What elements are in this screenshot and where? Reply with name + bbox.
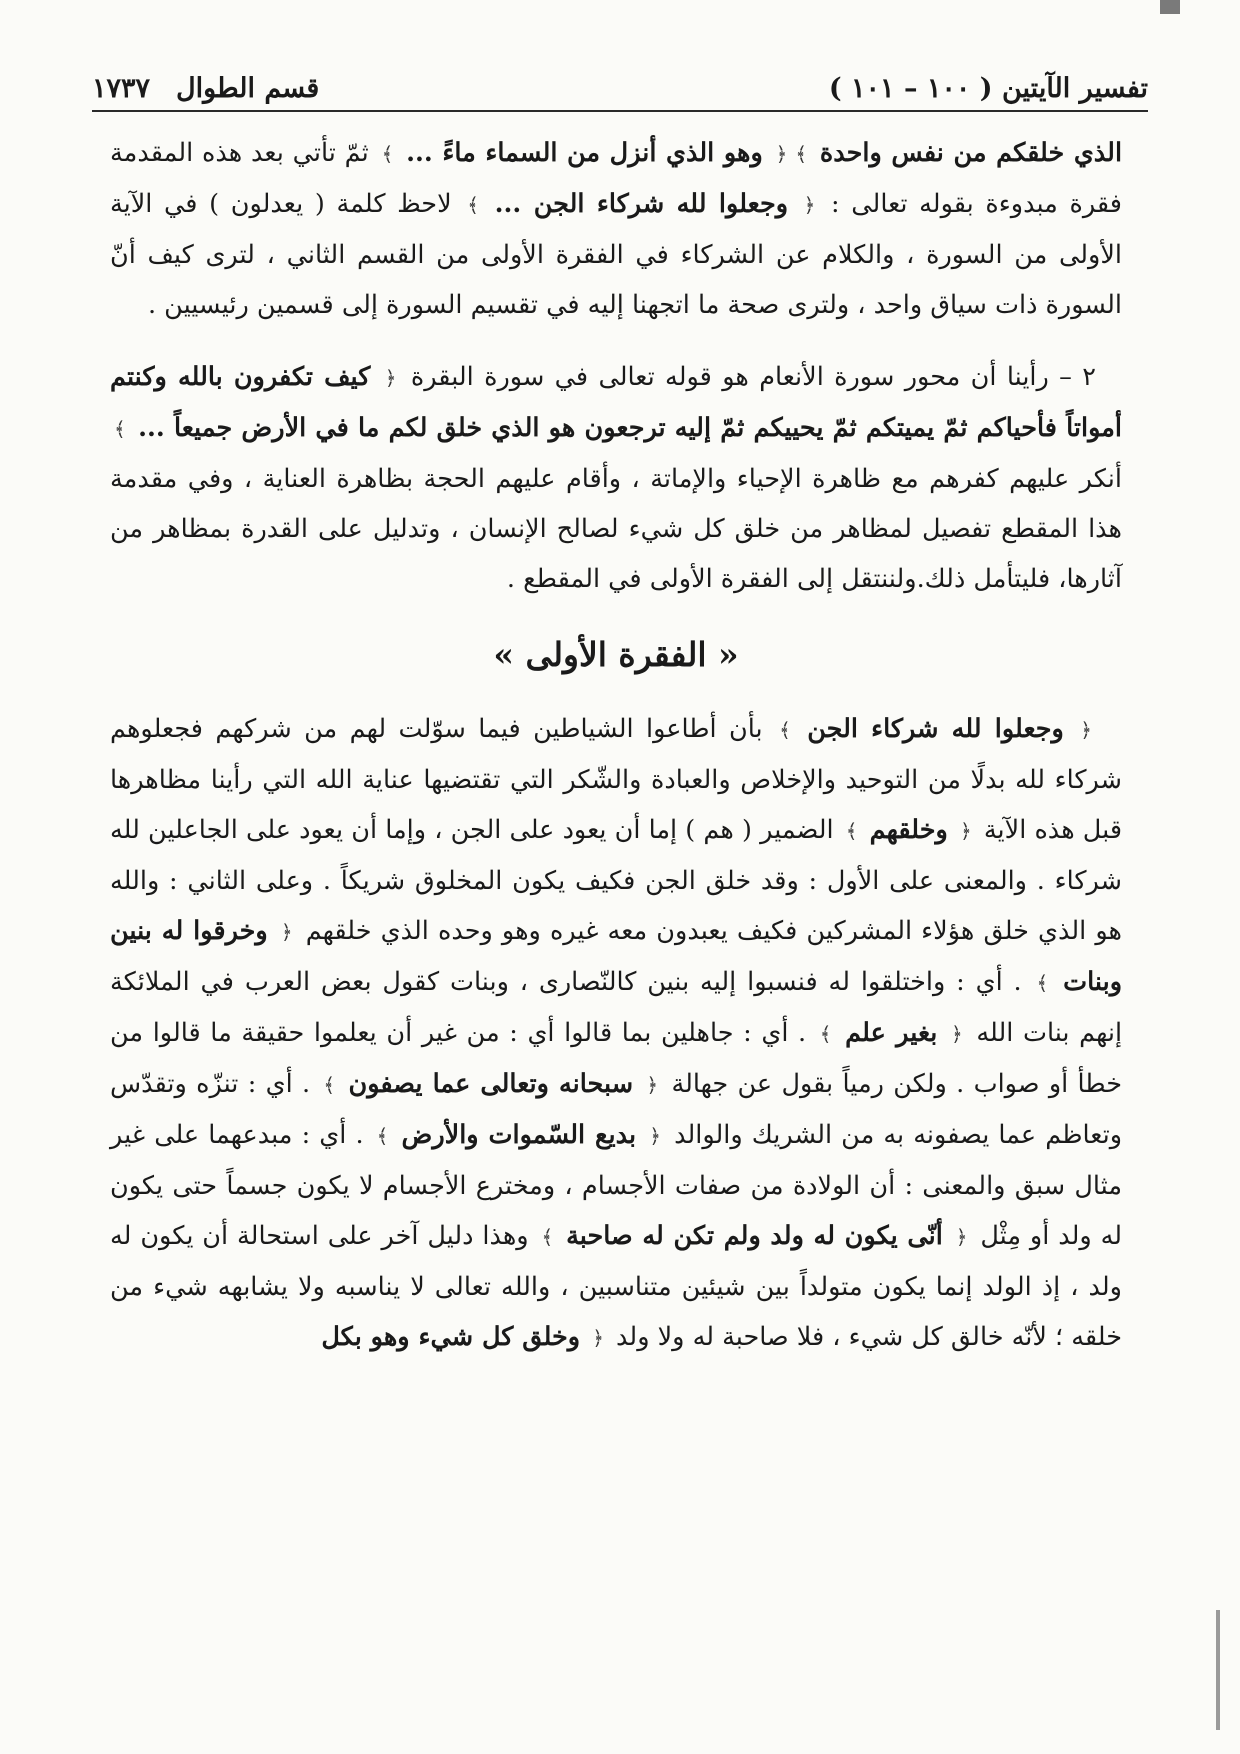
body-text: ٢ – رأينا أن محور سورة الأنعام هو قوله تعالى في سورة البقرة xyxy=(410,362,1096,392)
paragraph xyxy=(110,352,1122,604)
body-text: . أي : واختلقوا له فنسبوا إليه بنين كالنّصارى ، وبنات كقول بعض العرب في الملائكة إنهم بنات الله xyxy=(110,967,1123,1048)
scan-edge-mark xyxy=(1216,1610,1220,1730)
quran-quote: بغير علم xyxy=(845,1018,938,1048)
quran-quote: وهو الذي أنزل من السماء ماءً ... xyxy=(406,138,763,168)
header-rule xyxy=(92,110,1148,112)
section-and-page xyxy=(92,73,319,104)
body-text: . أي : مبدعهما على غير مثال سبق والمعنى : أن الولادة من صفات الأجسام ، ومخترع الأجسام لا يكون جسماً حتى يكون له ولد أو مِثْل xyxy=(110,1120,1123,1251)
section-name: قسم الطوال xyxy=(176,73,320,104)
ornament-close: ﴾ xyxy=(795,142,808,166)
quran-quote: الذي خلقكم من نفس واحدة xyxy=(819,138,1123,168)
quran-quote: وجعلوا لله شركاء الجن ... xyxy=(494,189,789,219)
body-text: أنكر عليهم كفرهم مع ظاهرة الإحياء والإماتة ، وأقام عليهم الحجة بظاهرة العناية ، وفي مقدمة هذا المقطع تفصيل لمظاهر من خلق كل شيء لصالح الإنسان ، وتدليل على القدرة بمظاهر من آثارها، فليتأمل ذلك.ولننتقل إلى الفقرة الأولى في المقطع . xyxy=(110,464,1122,594)
section-heading: « الفقرة الأولى » xyxy=(493,635,739,674)
ornament-open: ﴿ xyxy=(960,819,972,843)
quran-quote: وخرقوا له بنين وبنات xyxy=(110,916,1123,997)
ornament-close: ﴾ xyxy=(779,718,791,742)
ornament-close: ﴾ xyxy=(376,1124,389,1148)
ornament-open: ﴿ xyxy=(1080,718,1092,742)
quran-quote: وخلق كل شيء وهو بكل xyxy=(321,1322,581,1352)
page-body xyxy=(110,128,1122,1363)
ornament-close: ﴾ xyxy=(114,417,126,441)
ornament-open: ﴿ xyxy=(951,1022,963,1046)
body-text: . أي : تنزّه وتقدّس وتعاظم عما يصفونه به من الشريك والوالد xyxy=(110,1069,1123,1150)
quran-quote: وجعلوا لله شركاء الجن xyxy=(807,714,1064,744)
body-text: ثمّ تأتي بعد هذه المقدمة فقرة مبدوءة بقوله تعالى : xyxy=(110,138,1122,219)
body-text: بأن أطاعوا الشياطين فيما سوّلت لهم من شركهم فجعلوهم شركاء لله بدلًا من التوحيد والإخلاص والعبادة والشّكر التي تقتضيها عناية الله التي رأينا مظاهرها قبل هذه الآية xyxy=(110,714,1123,845)
quran-quote: كيف تكفرون بالله وكنتم أمواتاً فأحياكم ثمّ يميتكم ثمّ يحييكم ثمّ إليه ترجعون هو الذي خلق لكم ما في الأرض جميعاً ... xyxy=(110,362,1122,443)
body-text: الضمير ( هم ) إما أن يعود على الجن ، وإما أن يعود على الجاعلين لله شركاء . والمعنى على الأول : وقد خلق الجن فكيف يكون المخلوق شريكاً . وعلى الثاني : والله هو الذي خلق هؤلاء المشركين فكيف يعبدون معه غيره وهو وحده الذي خلقهم xyxy=(110,815,1122,946)
ornament-close: ﴾ xyxy=(845,819,858,843)
body-text: وهذا دليل آخر على استحالة أن يكون له ولد ، إذ الولد إنما يكون متولداً بين شيئين متناسبين ، والله تعالى لا يناسبه ولا يشابهه شيء من خلقه ؛ لأنّه خالق كل شيء ، فلا صاحبة له ولا ولد xyxy=(110,1221,1122,1352)
quran-quote: وخلقهم xyxy=(869,815,948,845)
ornament-close: ﴾ xyxy=(819,1022,832,1046)
ornament-close: ﴾ xyxy=(541,1225,554,1249)
ornament-open: ﴿ xyxy=(803,193,816,217)
ornament-open: ﴿ xyxy=(592,1326,604,1350)
page-header xyxy=(92,60,1148,104)
ornament-open: ﴿ xyxy=(280,920,293,944)
paragraph xyxy=(110,128,1122,330)
ornament-open: ﴿ xyxy=(775,142,788,166)
ornament-close: ﴾ xyxy=(467,193,479,217)
ornament-open: ﴿ xyxy=(646,1073,659,1097)
ornament-open: ﴿ xyxy=(955,1225,968,1249)
scan-edge-mark xyxy=(1160,0,1180,14)
quran-quote: بديع السّموات والأرض xyxy=(401,1120,637,1150)
ornament-close: ﴾ xyxy=(323,1073,336,1097)
ornament-close: ﴾ xyxy=(1036,971,1049,995)
running-title: تفسير الآيتين ( ١٠٠ – ١٠١ ) xyxy=(828,73,1148,104)
page-number: ١٧٣٧ xyxy=(92,73,151,104)
paragraph xyxy=(110,704,1122,1363)
quran-quote: أنّى يكون له ولد ولم تكن له صاحبة xyxy=(566,1221,943,1251)
body-text: . أي : جاهلين بما قالوا أي : من غير أن يعلموا حقيقة ما قالوا من خطأ أو صواب . ولكن رمياً بقول عن جهالة xyxy=(110,1018,1122,1099)
quran-quote: سبحانه وتعالى عما يصفون xyxy=(348,1069,634,1099)
body-text: لاحظ كلمة ( يعدلون ) في الآية الأولى من السورة ، والكلام عن الشركاء في الفقرة الأولى من القسم الثاني ، لترى كيف أنّ السورة ذات سياق واحد ، ولترى صحة ما اتجهنا إليه في تقسيم السورة إلى قسمين رئيسيين . xyxy=(110,189,1122,320)
ornament-open: ﴿ xyxy=(649,1124,661,1148)
ornament-open: ﴿ xyxy=(384,366,397,390)
ornament-close: ﴾ xyxy=(381,142,394,166)
